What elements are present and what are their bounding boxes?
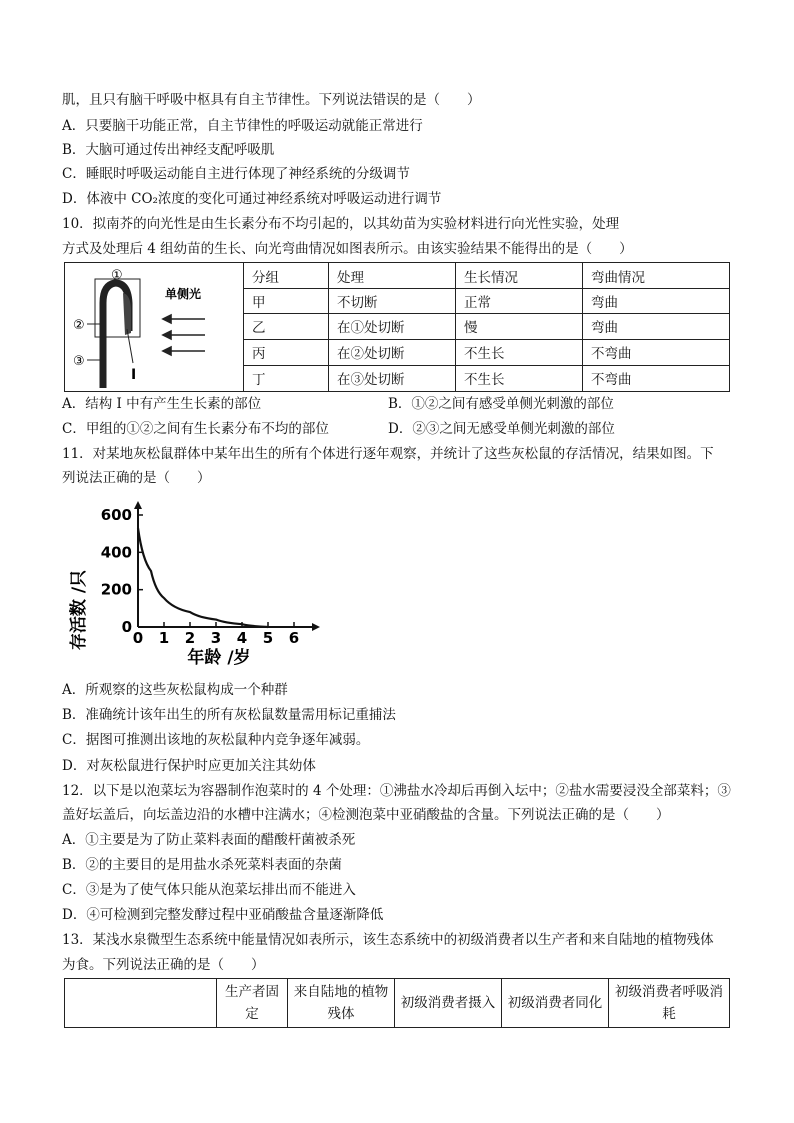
table-row bbox=[65, 979, 730, 1028]
q9-stem-tail: 肌，且只有脑干呼吸中枢具有自主节律性。下列说法错误的是（ ） bbox=[62, 92, 481, 108]
q10-header-group: 分组 bbox=[244, 263, 329, 289]
cell-treatment: 在②处切断 bbox=[329, 339, 456, 365]
light-label: 单侧光 bbox=[165, 287, 202, 301]
cell-group: 乙 bbox=[244, 314, 329, 339]
q12-stem-1: 12．以下是以泡菜坛为容器制作泡菜时的 4 个处理：①沸盐水冷却后再倒入坛中；②盐水需要浸没全部菜料；③ bbox=[62, 783, 731, 799]
q10-option-c: C．甲组的①②之间有生长素分布不均的部位 bbox=[62, 421, 329, 437]
x-axis-arrow bbox=[312, 623, 320, 631]
y-tick-label: 0 bbox=[121, 618, 132, 636]
x-tick-label: 3 bbox=[210, 629, 222, 647]
survival-chart bbox=[62, 495, 322, 670]
q11-option-d: D．对灰松鼠进行保护时应更加关注其幼体 bbox=[62, 758, 316, 774]
q12-stem-2: 盖好坛盖后，向坛盖边沿的水槽中注满水；④检测泡菜中亚硝酸盐的含量。下列说法正确的是（ ） bbox=[62, 807, 670, 823]
q11-stem-2: 列说法正确的是（ ） bbox=[62, 470, 211, 486]
y-tick-label: 400 bbox=[100, 543, 132, 562]
q13-header-empty bbox=[65, 979, 217, 1028]
q13-header-assimilation: 初级消费者同化 bbox=[502, 979, 609, 1028]
q10-stem-2: 方式及处理后 4 组幼苗的生长、向光弯曲情况如图表所示。由该实验结果不能得出的是（ ） bbox=[62, 241, 633, 257]
q9-option-d: D．体液中 CO₂浓度的变化可通过神经系统对呼吸运动进行调节 bbox=[62, 191, 442, 207]
q9-option-a: A．只要脑干功能正常，自主节律性的呼吸运动就能正常进行 bbox=[62, 118, 423, 134]
x-tick-label: 4 bbox=[236, 629, 248, 647]
q11-option-c: C．据图可推测出该地的灰松鼠种内竞争逐年减弱。 bbox=[62, 732, 370, 748]
q12-option-b: B．②的主要目的是用盐水杀死菜料表面的杂菌 bbox=[62, 857, 342, 873]
structure-pointer bbox=[127, 329, 133, 363]
cell-bending: 不弯曲 bbox=[583, 339, 730, 365]
q13-stem-2: 为食。下列说法正确的是（ ） bbox=[62, 957, 265, 973]
cell-bending: 不弯曲 bbox=[583, 365, 730, 391]
q13-table bbox=[64, 978, 730, 1028]
x-tick-label: 0 bbox=[132, 629, 144, 647]
survival-curve bbox=[138, 528, 268, 627]
seedling-figure bbox=[65, 263, 243, 391]
q12-option-c: C．③是为了使气体只能从泡菜坛排出而不能进入 bbox=[62, 882, 356, 898]
marker-2: ② bbox=[73, 318, 85, 333]
q12-option-a: A．①主要是为了防止菜料表面的醋酸杆菌被杀死 bbox=[62, 832, 356, 848]
q10-header-bending: 弯曲情况 bbox=[583, 263, 730, 289]
q11-option-a: A．所观察的这些灰松鼠构成一个种群 bbox=[62, 682, 288, 698]
q11-option-b: B．准确统计该年出生的所有灰松鼠数量需用标记重捕法 bbox=[62, 707, 396, 723]
x-tick-label: 1 bbox=[158, 629, 170, 647]
cell-group: 甲 bbox=[244, 289, 329, 314]
y-axis-arrow bbox=[134, 501, 142, 509]
cell-growth: 不生长 bbox=[456, 365, 583, 391]
q10-header-treatment: 处理 bbox=[329, 263, 456, 289]
chart-xlabel: 年龄 /岁 bbox=[187, 648, 251, 668]
q9-option-c: C．睡眠时呼吸运动能自主进行体现了神经系统的分级调节 bbox=[62, 166, 410, 182]
x-tick-label: 6 bbox=[288, 629, 300, 647]
q10-figure-cell bbox=[65, 263, 244, 392]
marker-1: ① bbox=[111, 268, 123, 283]
marker-3: ③ bbox=[73, 354, 85, 369]
q13-header-respiration: 初级消费者呼吸消耗 bbox=[609, 979, 730, 1028]
q13-stem-1: 13．某浅水泉微型生态系统中能量情况如表所示，该生态系统中的初级消费者以生产者和来自陆地的植物残体 bbox=[62, 932, 714, 948]
q12-option-d: D．④可检测到完整发酵过程中亚硝酸盐含量逐渐降低 bbox=[62, 907, 384, 923]
cell-growth: 不生长 bbox=[456, 339, 583, 365]
cell-bending: 弯曲 bbox=[583, 314, 730, 339]
chart-ticks bbox=[101, 506, 300, 647]
cell-treatment: 在①处切断 bbox=[329, 314, 456, 339]
q9-option-b: B．大脑可通过传出神经支配呼吸肌 bbox=[62, 142, 275, 158]
q10-option-d: D．②③之间无感受单侧光刺激的部位 bbox=[388, 421, 615, 437]
cell-bending: 弯曲 bbox=[583, 289, 730, 314]
y-tick-label: 600 bbox=[100, 506, 132, 524]
q10-option-a: A．结构 I 中有产生生长素的部位 bbox=[62, 396, 262, 412]
structure-label: I bbox=[131, 367, 137, 383]
q13-header-intake: 初级消费者摄入 bbox=[395, 979, 502, 1028]
q10-table bbox=[64, 262, 730, 392]
chart-ylabel: 存活数 /只 bbox=[69, 569, 89, 651]
cell-treatment: 不切断 bbox=[329, 289, 456, 314]
cell-group: 丙 bbox=[244, 339, 329, 365]
x-tick-label: 2 bbox=[184, 629, 196, 647]
q11-stem-1: 11．对某地灰松鼠群体中某年出生的所有个体进行逐年观察，并统计了这些灰松鼠的存活情况，结果如图。下 bbox=[62, 446, 714, 462]
q10-stem-1: 10．拟南芥的向光性是由生长素分布不均引起的，以其幼苗为实验材料进行向光性实验，处理 bbox=[62, 216, 620, 232]
cell-group: 丁 bbox=[244, 365, 329, 391]
x-tick-label: 5 bbox=[262, 629, 274, 647]
q10-header-growth: 生长情况 bbox=[456, 263, 583, 289]
q13-header-producer: 生产者固定 bbox=[217, 979, 288, 1028]
chart-axes bbox=[134, 501, 320, 631]
cell-treatment: 在③处切断 bbox=[329, 365, 456, 391]
cell-growth: 慢 bbox=[456, 314, 583, 339]
cell-growth: 正常 bbox=[456, 289, 583, 314]
q13-header-land-residue: 来自陆地的植物残体 bbox=[288, 979, 395, 1028]
q10-option-b: B．①②之间有感受单侧光刺激的部位 bbox=[388, 396, 614, 412]
light-arrows bbox=[163, 315, 205, 355]
y-tick-label: 200 bbox=[100, 580, 132, 599]
